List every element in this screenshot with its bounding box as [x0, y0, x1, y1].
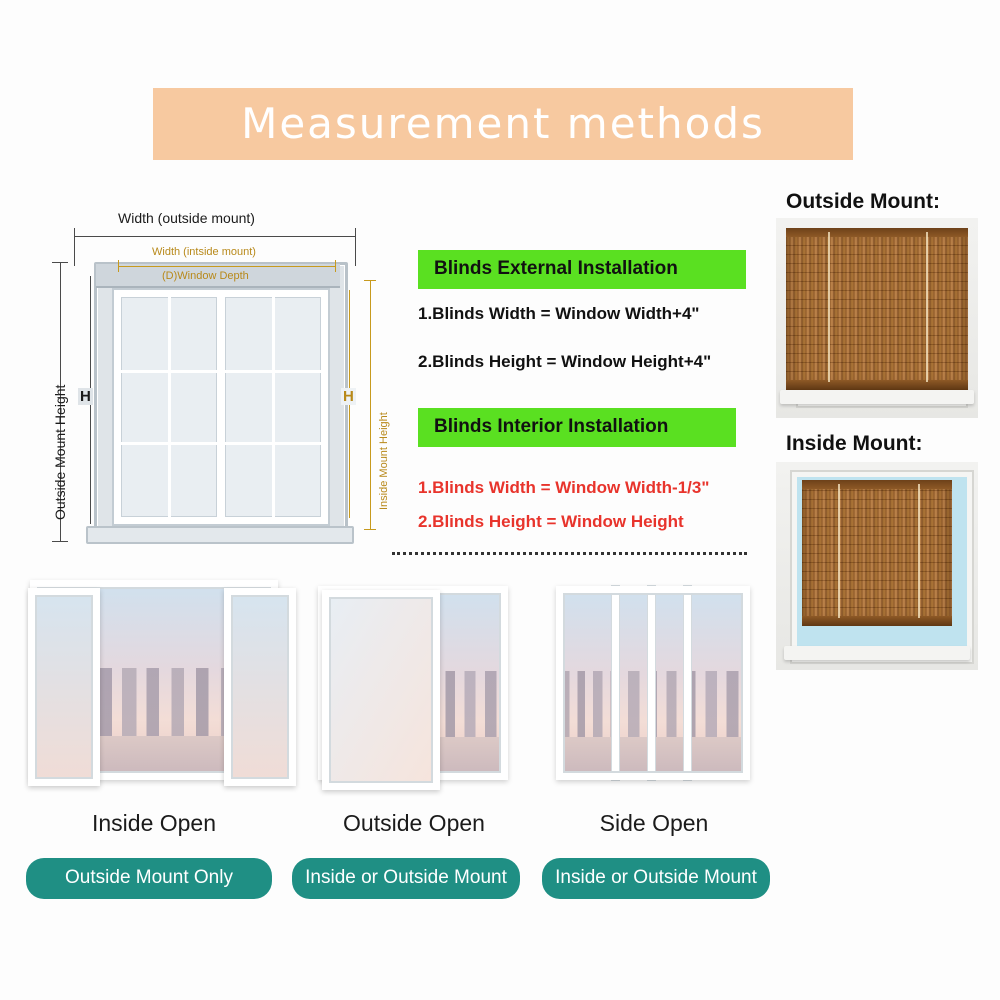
- dim-tick: [335, 260, 336, 272]
- outside-mount-label: Outside Mount:: [786, 190, 940, 213]
- caption-outside-open: Outside Open: [343, 810, 485, 836]
- window-type-inside-open: [30, 580, 278, 780]
- window-glass-area: [114, 290, 328, 524]
- label-h-left: H: [80, 388, 91, 405]
- caption-side-open: Side Open: [599, 810, 709, 836]
- label-width-inside: Width (intside mount): [152, 246, 256, 258]
- label-h-right: H: [343, 388, 354, 405]
- dim-ext-line: [355, 236, 356, 266]
- dim-tick: [364, 529, 376, 530]
- outside-mount-blind: [786, 228, 968, 390]
- dim-outside-width-line: [74, 236, 356, 237]
- external-rule-1: 1.Blinds Width = Window Width+4": [418, 304, 700, 323]
- dim-tick: [52, 262, 68, 263]
- pill-side-open: Inside or Outside Mount: [542, 858, 770, 899]
- outside-mount-photo: [776, 218, 978, 418]
- label-inside-mount-height: Inside Mount Height: [378, 412, 390, 510]
- label-window-depth: (D)Window Depth: [162, 270, 249, 282]
- window-sill: [86, 526, 354, 544]
- pill-inside-open: Outside Mount Only: [26, 858, 272, 899]
- window-sash-right: [221, 293, 325, 521]
- window-sash-left: [117, 293, 221, 521]
- measurement-diagram: [22, 190, 402, 560]
- caption-inside-open: Inside Open: [91, 810, 217, 836]
- dim-ext-line: [74, 236, 75, 266]
- dim-tick: [364, 280, 376, 281]
- window-type-side-open: [556, 586, 750, 780]
- outward-open-leaf: [322, 590, 440, 790]
- inside-mount-blind: [802, 480, 952, 626]
- inside-mount-sill: [784, 646, 970, 660]
- dotted-divider: [392, 552, 747, 555]
- inside-mount-photo: [776, 462, 978, 670]
- dim-tick: [52, 541, 68, 542]
- dim-inside-height-line: [370, 280, 371, 530]
- dim-inside-width-line: [118, 266, 336, 267]
- label-width-outside: Width (outside mount): [118, 210, 255, 226]
- dim-tick: [118, 260, 119, 272]
- interior-rule-2: 2.Blinds Height = Window Height: [418, 512, 684, 531]
- interior-installation-heading: Blinds Interior Installation: [418, 408, 736, 447]
- external-installation-heading: Blinds External Installation: [418, 250, 746, 289]
- external-rule-2: 2.Blinds Height = Window Height+4": [418, 352, 712, 371]
- outside-mount-sill: [780, 390, 974, 404]
- pill-outside-open: Inside or Outside Mount: [292, 858, 520, 899]
- label-outside-mount-height: Outside Mount Height: [52, 384, 68, 520]
- open-leaf-right: [224, 588, 296, 786]
- inside-mount-label: Inside Mount:: [786, 432, 923, 455]
- open-leaf-left: [28, 588, 100, 786]
- interior-rule-1: 1.Blinds Width = Window Width-1/3": [418, 478, 710, 497]
- page-title: Measurement methods: [241, 99, 765, 148]
